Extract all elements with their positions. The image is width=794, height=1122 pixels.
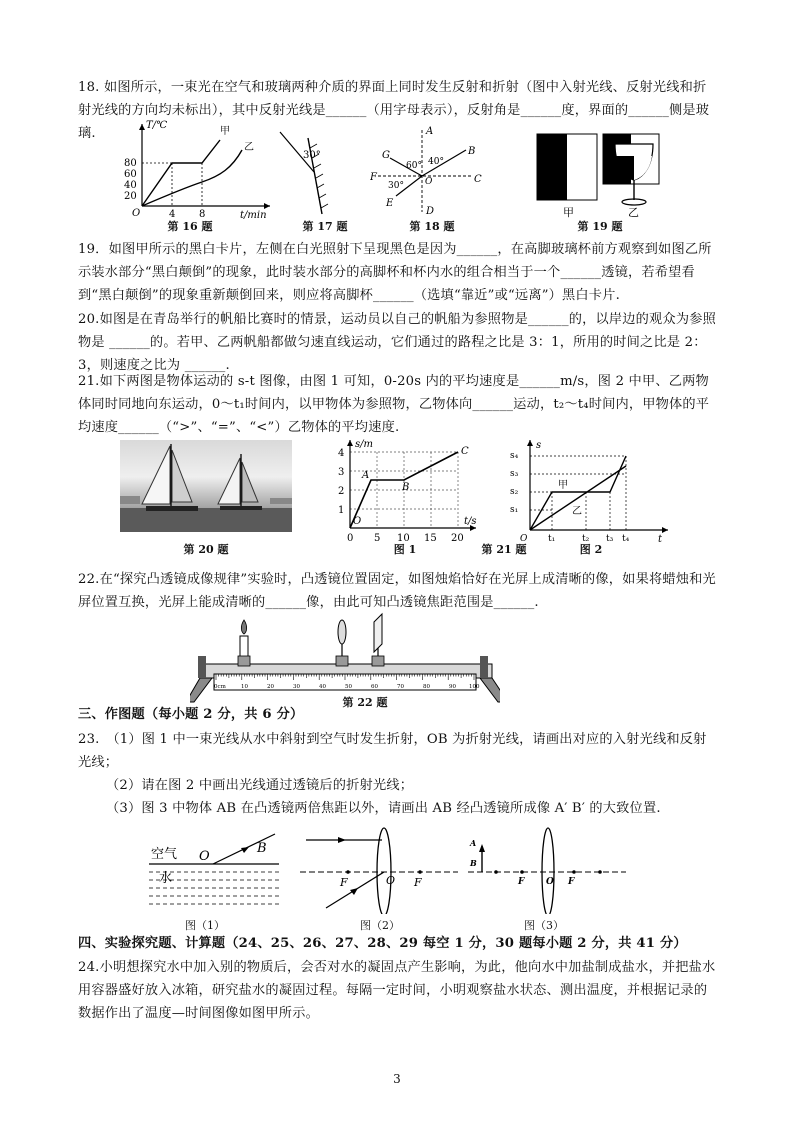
- fig21-caption-2: 图 2: [579, 543, 603, 556]
- fig23-air-label: 空气: [151, 847, 178, 862]
- fig23-3-focus-F: F: [518, 877, 525, 887]
- fig19-caption: 第 19 题: [577, 220, 623, 233]
- fig17-caption: 第 17 题: [302, 220, 348, 233]
- fig16-caption: 第 16 题: [167, 220, 213, 233]
- fig21b-jia-label: 甲: [558, 480, 568, 491]
- fig18-label-D: D: [426, 206, 435, 217]
- fig16-ytick: 40: [124, 180, 137, 191]
- fig18-angle-40: 40°: [428, 157, 444, 167]
- candle-flame: [241, 620, 246, 634]
- fig18-label-F: F: [370, 172, 377, 183]
- fig18-label-E: E: [386, 198, 394, 209]
- bench-tick-label: 90: [449, 684, 456, 690]
- fig18-label-A: A: [426, 126, 434, 137]
- fig16-xtick: 8: [199, 209, 206, 220]
- fig21a-xtick: 15: [424, 533, 437, 544]
- page-number: 3: [393, 1072, 401, 1086]
- question-23-part-3: （3）图 3 中物体 AB 在凸透镜两倍焦距以外，请画出 AB 经凸透镜所成像 A′ B′ 的大致位置.: [106, 801, 661, 816]
- question-21: 21.如下两图是物体运动的 s-t 图像，由图 1 可知，0-20s 内的平均速度是______m/s，图 2 中甲、乙两物体同时同地向东运动，0～t₁时间内，以甲物体为参照物，乙物体向______运动，t₂～t₄时间内，甲物体的平均速度______（“>”、“=”、“<”）乙物体的平均速度.: [78, 374, 710, 435]
- fig21a-xtick: 20: [451, 533, 464, 544]
- fig21a-ytick: 1: [338, 505, 345, 516]
- bench-tick-label: 40: [319, 684, 326, 690]
- fig21a-xtick: 10: [397, 533, 410, 544]
- fig21b-xtick: t₁: [548, 534, 556, 544]
- fig16-ytick: 80: [124, 158, 137, 169]
- fig21a-ylabel: s/m: [355, 439, 373, 450]
- question-22: 22.在“探究凸透镜成像规律”实验时，凸透镜位置固定，如图烛焰恰好在光屏上成清晰的像，如果将蜡烛和光屏位置互换，光屏上能成清晰的______像，由此可知凸透镜焦距范围是______.: [78, 572, 716, 610]
- figure-23-2-convex-lens: [300, 822, 460, 914]
- fig21b-xtick: t₃: [606, 534, 614, 544]
- fig21a-xtick: 5: [374, 533, 381, 544]
- fig18-angle-30: 30°: [388, 181, 404, 191]
- fig21b-yi-label: 乙: [572, 506, 582, 517]
- fig21b-ytick: s₃: [510, 469, 519, 479]
- fig21a-point-A: A: [362, 470, 370, 481]
- fig23-caption-3: 图（3）: [524, 919, 564, 932]
- fig21a-ytick: 2: [338, 486, 345, 497]
- figure-20-sailboat-photo: [120, 440, 292, 532]
- fig21a-xlabel: t/s: [464, 516, 477, 527]
- fig21b-ytick: s₄: [510, 451, 519, 461]
- fig16-ytick: 20: [124, 191, 137, 202]
- fig21b-ytick: s₁: [510, 505, 519, 515]
- fig16-xtick: 4: [169, 209, 176, 220]
- fig21b-xtick: O: [520, 534, 528, 544]
- fig18-label-O: O: [425, 177, 433, 187]
- fig23-caption-2: 图（2）: [360, 919, 400, 932]
- fig21a-point-B: B: [402, 482, 410, 493]
- bench-tick-label: 0cm: [214, 684, 226, 690]
- fig16-ylabel: T/℃: [146, 120, 168, 131]
- bench-tick-label: 100: [469, 684, 480, 690]
- fig16-ytick: 60: [124, 169, 137, 180]
- figure-22-optical-bench: [190, 612, 500, 706]
- fig23-2-focus-F: F: [340, 876, 348, 889]
- fig23-2-focus-F: F: [414, 876, 422, 889]
- fig21-caption-tag: 第 21 题: [481, 543, 527, 556]
- bench-tick-label: 20: [267, 684, 274, 690]
- fig16-xlabel: t/min: [240, 210, 267, 221]
- fig16-jia-label: 甲: [220, 126, 230, 137]
- figure-18-refraction: [370, 118, 490, 218]
- fig21a-point-C: C: [461, 446, 469, 457]
- bench-tick-label: 60: [371, 684, 378, 690]
- figure-17-mirror: [270, 128, 360, 220]
- fig18-angle-60: 60°: [406, 161, 422, 171]
- fig21b-ylabel: s: [536, 440, 542, 451]
- fig23-point-B: B: [257, 841, 267, 856]
- fig23-water-label: 水: [159, 871, 173, 886]
- figure-21-graph-2: [508, 438, 678, 546]
- fig22-caption: 第 22 题: [342, 696, 388, 709]
- fig21a-ytick: 4: [338, 448, 345, 459]
- figure-23-3-convex-lens: [462, 822, 632, 914]
- figure-16-temperature-graph: [120, 118, 280, 230]
- question-24: 24.小明想探究水中加入别的物质后，会否对水的凝固点产生影响，为此，他向水中加盐制成盐水，并把盐水用容器盛好放入冰箱，研究盐水的凝固过程。每隔一定时间，小明观察盐水状态、测出温度，并根据记录的数据作出了温度—时间图像如图甲所示。: [78, 960, 716, 1021]
- bench-tick-label: 10: [241, 684, 248, 690]
- fig23-3-object-B: B: [470, 858, 477, 868]
- fig20-caption: 第 20 题: [183, 543, 229, 556]
- fig18-label-B: B: [468, 146, 476, 157]
- section-3-heading: 三、作图题（每小题 2 分，共 6 分）: [78, 707, 304, 722]
- fig23-3-object-A: A: [470, 838, 477, 848]
- fig23-caption-1: 图（1）: [185, 919, 225, 932]
- convex-lens: [338, 620, 346, 644]
- fig23-3-center-O: O: [546, 877, 554, 887]
- figure-21-graph-1: [330, 438, 480, 546]
- question-23-part-2: （2）请在图 2 中画出光线通过透镜后的折射光线；: [106, 778, 414, 793]
- fig18-caption: 第 18 题: [409, 220, 455, 233]
- fig16-xtick: O: [132, 208, 141, 219]
- fig23-2-center-O: O: [386, 874, 396, 887]
- fig18-label-C: C: [474, 174, 482, 185]
- figure-19-card-and-glass: [535, 130, 665, 220]
- bench-tick-label: 80: [423, 684, 430, 690]
- fig21a-ytick: 3: [338, 467, 345, 478]
- fig19-yi-label: 乙: [628, 206, 639, 219]
- fig21a-point-O: O: [353, 516, 362, 527]
- section-4-heading: 四、实验探究题、计算题（24、25、26、27、28、29 每空 1 分，30 题每小题 2 分，共 41 分）: [78, 936, 687, 951]
- fig23-3-focus-F: F: [568, 877, 575, 887]
- question-20: 20.如图是在青岛举行的帆船比赛时的情景，运动员以自己的帆船为参照物是______的，以岸边的观众为参照物是 ______的。若甲、乙两帆船都做匀速直线运动，它们通过的路程之比是 3：1，所用的时间之比是 2：3，则速度之比为 ______.: [78, 312, 716, 373]
- fig16-yi-label: 乙: [244, 142, 254, 153]
- fig21a-xtick: 0: [347, 533, 354, 544]
- fig21-caption-1: 图 1: [393, 543, 417, 556]
- question-23-part-1: 23. （1）图 1 中一束光线从水中斜射到空气时发生折射，OB 为折射光线，请画出对应的入射光线和反射光线；: [78, 732, 707, 770]
- fig21b-xtick: t₄: [622, 534, 630, 544]
- fig21b-xlabel: t: [658, 534, 663, 545]
- fig18-label-G: G: [382, 150, 390, 161]
- bench-tick-label: 70: [397, 684, 404, 690]
- fig23-point-O: O: [199, 849, 210, 864]
- fig17-angle: 30°: [303, 150, 321, 161]
- fig21b-xtick: t₂: [582, 534, 590, 544]
- question-18: 18. 如图所示，一束光在空气和玻璃两种介质的界面上同时发生反射和折射（图中入射光线、反射光线和折射光线的方向均未标出），其中反射光线是______（用字母表示），反射角是______度，界面的______侧是玻璃.: [78, 80, 710, 141]
- bench-tick-label: 50: [345, 684, 352, 690]
- fig19-jia-label: 甲: [563, 206, 574, 219]
- bench-tick-label: 30: [293, 684, 300, 690]
- question-19: 19．如图甲所示的黑白卡片，左侧在白光照射下呈现黑色是因为______，在高脚玻璃杯前方观察到如图乙所示装水部分“黑白颠倒”的现象，此时装水部分的高脚杯和杯内水的组合相当于一个______透镜，若希望看到“黑白颠倒”的现象重新颠倒回来，则应将高脚杯______（选填“靠近”或“远离”）黑白卡片.: [78, 242, 712, 303]
- light-screen: [374, 614, 382, 652]
- fig21b-ytick: s₂: [510, 487, 519, 497]
- figure-23-1-refraction: [145, 828, 285, 914]
